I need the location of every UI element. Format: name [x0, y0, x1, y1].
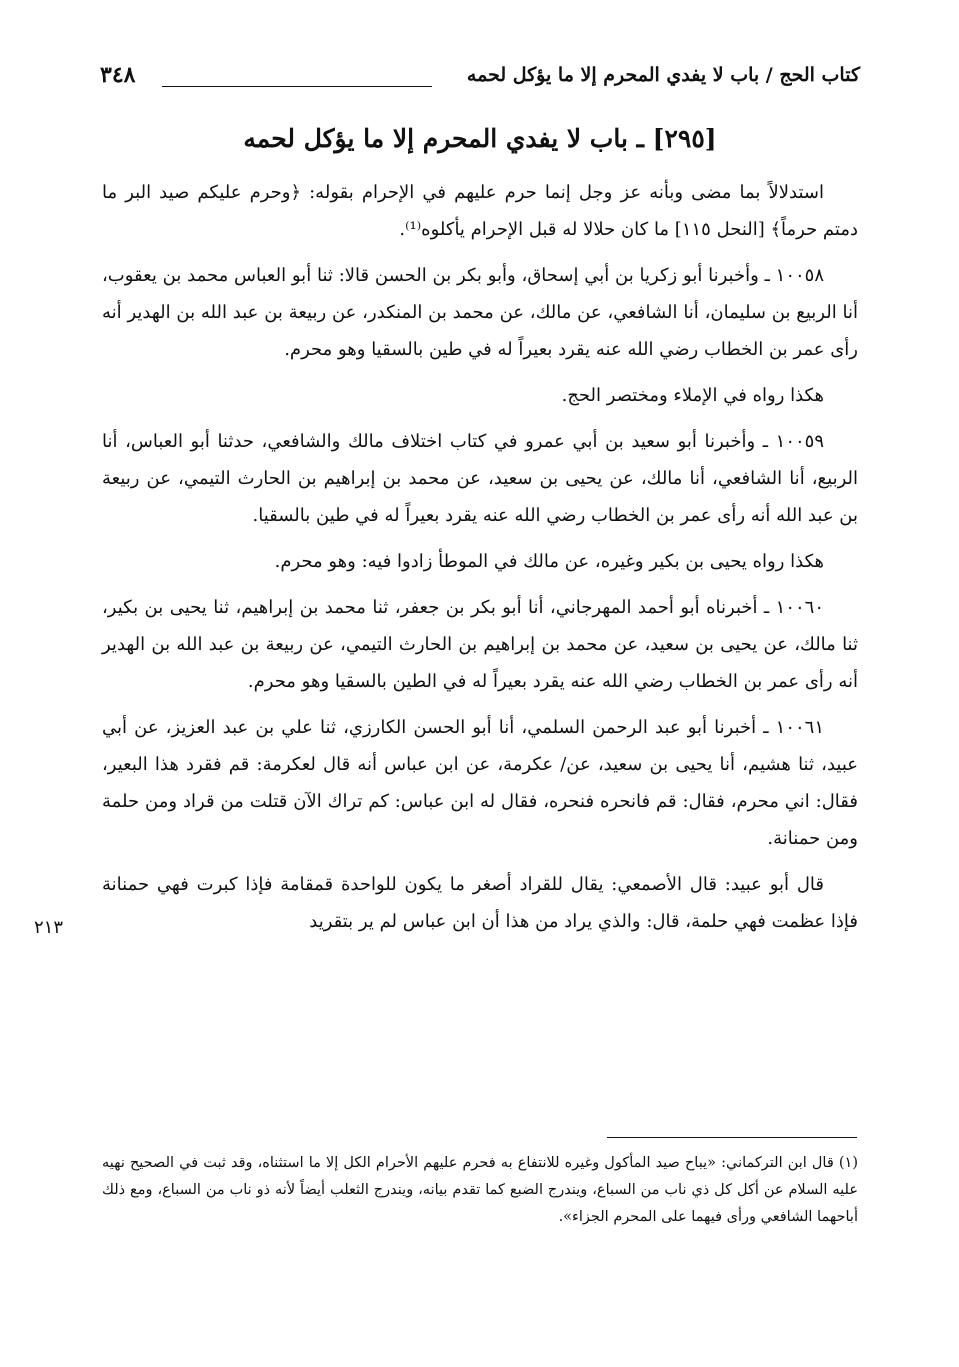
footnote-1: (١) قال ابن التركماني: «يباح صيد المأكول وغيره للانتفاع به فحرم عليهم الأحرام الكل إلا ما استثناه، وقد ثبت في الصحيح نهيه عليه السلام عن أكل كل ذي ناب من السباع، ويندرج الضبع كما تقدم بيانه، ويندرج الثعلب أيضاً لأنه ذو ناب من السباع، ومع ذلك أباحهما الشافعي ورأى فيهما على المحرم الجزاء». [102, 1155, 858, 1225]
main-text [102, 174, 858, 949]
paragraph-abu-ubayd: قال أبو عبيد: قال الأصمعي: يقال للقراد أصغر ما يكون للواحدة قمقامة فإذا كبرت فهي حمنانة فإذا عظمت فهي حلمة، قال: والذي يراد من هذا أن ابن عباس لم ير بتقريد [102, 874, 858, 932]
page-number: ٣٤٨ [100, 62, 136, 88]
header-rule [162, 86, 432, 87]
footnote-rule [607, 1137, 857, 1138]
hadith-10059: ١٠٠٥٩ ـ وأخبرنا أبو سعيد بن أبي عمرو في كتاب اختلاف مالك والشافعي، حدثنا أبو العباس، أنا الربيع، أنا الشافعي، أنا مالك، عن يحيى بن سعيد، عن محمد بن إبراهيم بن الحارث التيمي، عن ربيعة بن عبد الله أنه رأى عمر بن الخطاب رضي الله عنه يقرد بعيراً له في طين بالسقيا. [102, 431, 858, 526]
chapter-title: [٢٩٥] ـ باب لا يفدي المحرم إلا ما يؤكل لحمه [243, 124, 717, 153]
margin-note: ٢١٣ [34, 917, 64, 938]
comment-muwatta: هكذا رواه يحيى بن بكير وغيره، عن مالك في الموطأ زادوا فيه: وهو محرم. [274, 551, 824, 572]
running-title: كتاب الحج / باب لا يفدي المحرم إلا ما يؤكل لحمه [466, 64, 860, 86]
footnote [102, 1150, 858, 1231]
hadith-10058: ١٠٠٥٨ ـ وأخبرنا أبو زكريا بن أبي إسحاق، وأبو بكر بن الحسن قالا: ثنا أبو العباس محمد بن يعقوب، أنا الربيع بن سليمان، أنا الشافعي، عن مالك، عن محمد بن المنكدر، عن ربيعة بن عبد الله بن الهدير أنه رأى عمر بن الخطاب رضي الله عنه يقرد بعيراً له في طين بالسقيا وهو محرم. [102, 265, 858, 360]
comment-imla: هكذا رواه في الإملاء ومختصر الحج. [561, 385, 824, 406]
hadith-10060: ١٠٠٦٠ ـ أخبرناه أبو أحمد المهرجاني، أنا أبو بكر بن جعفر، ثنا محمد بن إبراهيم، ثنا يحيى بن بكير، ثنا مالك، عن يحيى بن سعيد، عن محمد بن إبراهيم بن الحارث التيمي، عن ربيعة بن عبد الله بن الهدير أنه رأى عمر بن الخطاب رضي الله عنه يقرد بعيراً له في الطين بالسقيا وهو محرم. [102, 597, 858, 692]
page-header [100, 64, 860, 94]
hadith-10061: ١٠٠٦١ ـ أخبرنا أبو عبد الرحمن السلمي، أنا أبو الحسن الكارزي، ثنا علي بن عبد العزيز، عن أبي عبيد، ثنا هشيم، أنا يحيى بن سعيد، عن/ عكرمة، عن ابن عباس أنه قال لعكرمة: قم فقرد هذا البعير، فقال: اني محرم، فقال: قم فانحره فنحره، فقال له ابن عباس: كم تراك الآن قتلت من قراد ومن حلمة ومن حمنانة. [102, 717, 858, 849]
paragraph-intro: استدلالاً بما مضى وبأنه عز وجل إنما حرم عليهم في الإحرام بقوله: ﴿وحرم عليكم صيد البر ما دمتم حرماً﴾ [النحل ١١٥] ما كان حلالا له قبل الإحرام يأكلوه⁽¹⁾. [102, 182, 858, 240]
